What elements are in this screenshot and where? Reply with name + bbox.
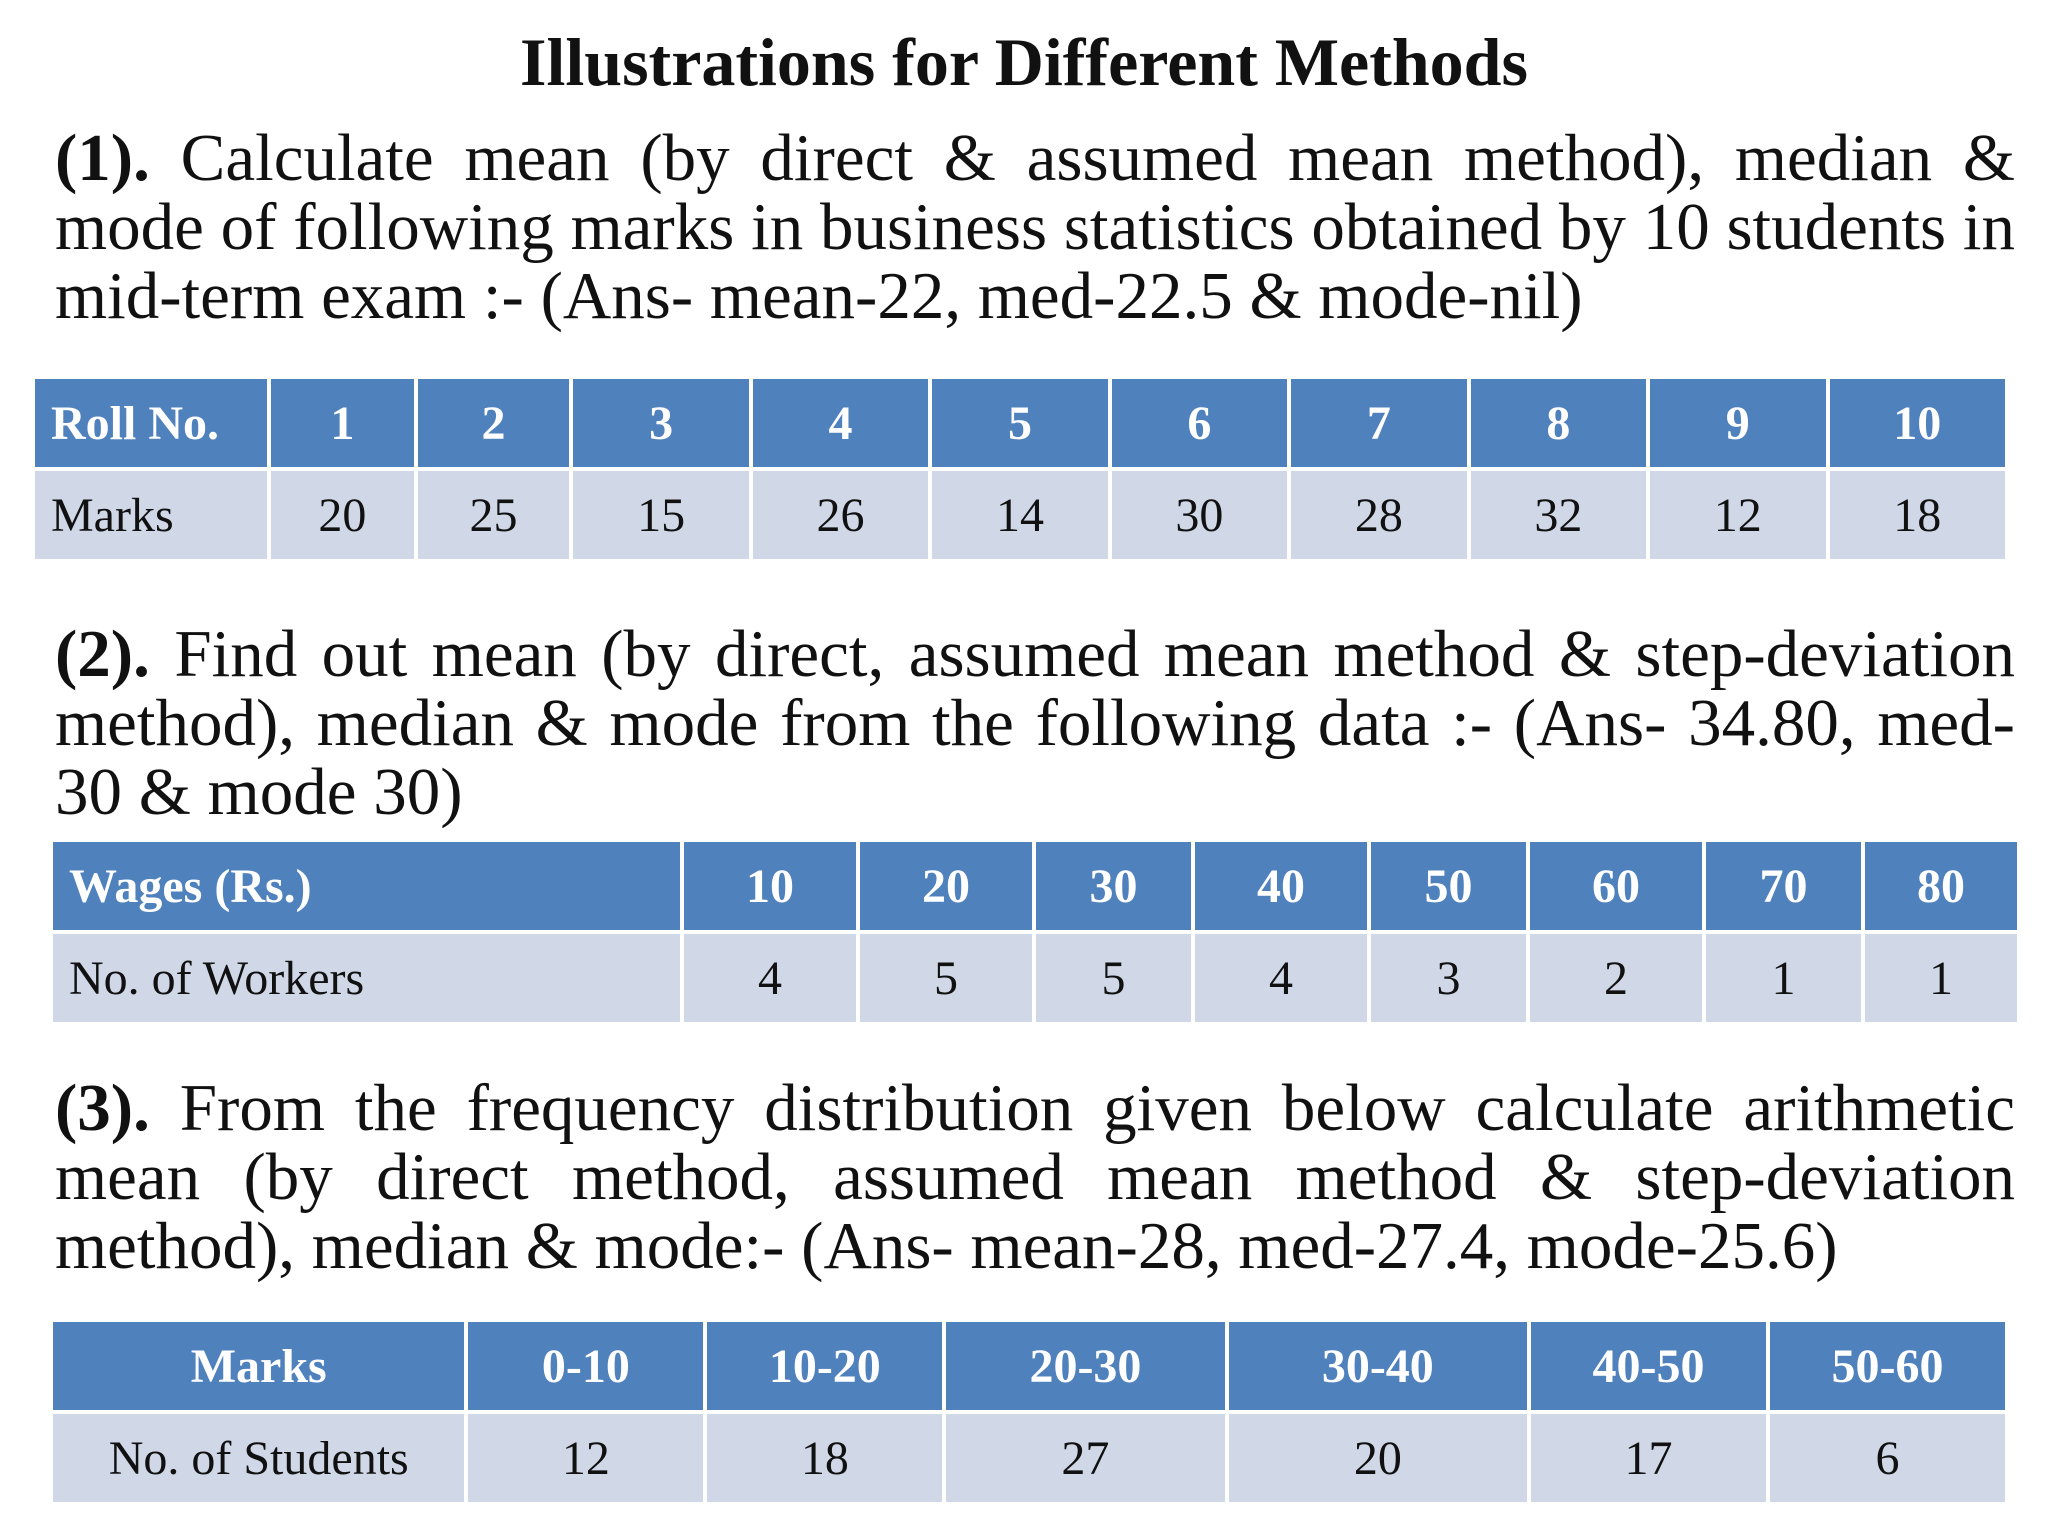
- table-row-label: Marks: [35, 471, 267, 559]
- table-header-cell: 40-50: [1531, 1322, 1766, 1410]
- table-header-cell: 3: [573, 379, 748, 467]
- table-cell: 17: [1531, 1414, 1766, 1502]
- table-header-cell: 0-10: [468, 1322, 703, 1410]
- table-header-cell: 7: [1291, 379, 1466, 467]
- table-header-cell: 6: [1112, 379, 1287, 467]
- problem-2-text: [55, 617, 2015, 829]
- table-cell: 12: [1650, 471, 1825, 559]
- table-header-cell: 2: [418, 379, 570, 467]
- table-cell: 27: [946, 1414, 1224, 1502]
- table-header-row: [53, 1322, 2005, 1410]
- table-header-cell: 70: [1706, 842, 1861, 930]
- wages-table: [49, 838, 2021, 1026]
- table-header-cell: Wages (Rs.): [53, 842, 680, 930]
- table-row: [35, 471, 2005, 559]
- table-cell: 14: [932, 471, 1107, 559]
- table-cell: 25: [418, 471, 570, 559]
- table-header-cell: 30-40: [1229, 1322, 1527, 1410]
- table-header-cell: 8: [1471, 379, 1646, 467]
- table-cell: 18: [1830, 471, 2005, 559]
- table-cell: 30: [1112, 471, 1287, 559]
- table-header-cell: 9: [1650, 379, 1825, 467]
- problem-1-number: (1).: [55, 121, 150, 195]
- frequency-table: [49, 1318, 2009, 1506]
- table-cell: 26: [753, 471, 928, 559]
- table-header-cell: 60: [1530, 842, 1702, 930]
- marks-table: [31, 375, 2009, 563]
- problem-3-statement: From the frequency distribution given below calculate arithmetic mean (by direct method, assumed mean method & step-deviation method), median & mode:- (Ans- mean-28, med-27.4, mode-25.6): [55, 1071, 2015, 1283]
- table-cell: 3: [1371, 934, 1526, 1022]
- table-row-label: No. of Workers: [53, 934, 680, 1022]
- table-row: [53, 1414, 2005, 1502]
- problem-3-number: (3).: [55, 1071, 150, 1145]
- table-cell: 32: [1471, 471, 1646, 559]
- table-cell: 28: [1291, 471, 1466, 559]
- table-header-cell: 30: [1036, 842, 1191, 930]
- table-header-cell: Roll No.: [35, 379, 267, 467]
- table-header-row: [35, 379, 2005, 467]
- table-cell: 18: [707, 1414, 942, 1502]
- table-header-row: [53, 842, 2017, 930]
- problem-3-text: [55, 1071, 2015, 1283]
- table-header-cell: 4: [753, 379, 928, 467]
- problem-2-number: (2).: [55, 617, 150, 691]
- problem-1-text: [55, 121, 2015, 333]
- table-header-cell: Marks: [53, 1322, 464, 1410]
- problem-1-statement: Calculate mean (by direct & assumed mean method), median & mode of following marks in business statistics obtained by 10 students in mid-term exam :- (Ans- mean-22, med-22.5 & mode-nil): [55, 121, 2015, 333]
- table-row: [53, 934, 2017, 1022]
- table-cell: 1: [1706, 934, 1861, 1022]
- table-cell: 15: [573, 471, 748, 559]
- table-cell: 5: [1036, 934, 1191, 1022]
- table-header-cell: 40: [1195, 842, 1367, 930]
- table-cell: 20: [271, 471, 413, 559]
- table-header-cell: 50-60: [1770, 1322, 2005, 1410]
- table-header-cell: 10: [684, 842, 856, 930]
- table-header-cell: 5: [932, 379, 1107, 467]
- table-cell: 12: [468, 1414, 703, 1502]
- table-cell: 20: [1229, 1414, 1527, 1502]
- table-cell: 4: [684, 934, 856, 1022]
- table-cell: 4: [1195, 934, 1367, 1022]
- table-header-cell: 10: [1830, 379, 2005, 467]
- table-header-cell: 50: [1371, 842, 1526, 930]
- table-header-cell: 20-30: [946, 1322, 1224, 1410]
- table-header-cell: 10-20: [707, 1322, 942, 1410]
- table-header-cell: 80: [1865, 842, 2017, 930]
- table-cell: 5: [860, 934, 1032, 1022]
- table-header-cell: 20: [860, 842, 1032, 930]
- table-cell: 2: [1530, 934, 1702, 1022]
- table-header-cell: 1: [271, 379, 413, 467]
- table-cell: 6: [1770, 1414, 2005, 1502]
- page-title: Illustrations for Different Methods: [520, 24, 1528, 100]
- problem-2-statement: Find out mean (by direct, assumed mean method & step-deviation method), median & mode from the following data :- (Ans- 34.80, med-30 & mode 30): [55, 617, 2015, 829]
- table-cell: 1: [1865, 934, 2017, 1022]
- table-row-label: No. of Students: [53, 1414, 464, 1502]
